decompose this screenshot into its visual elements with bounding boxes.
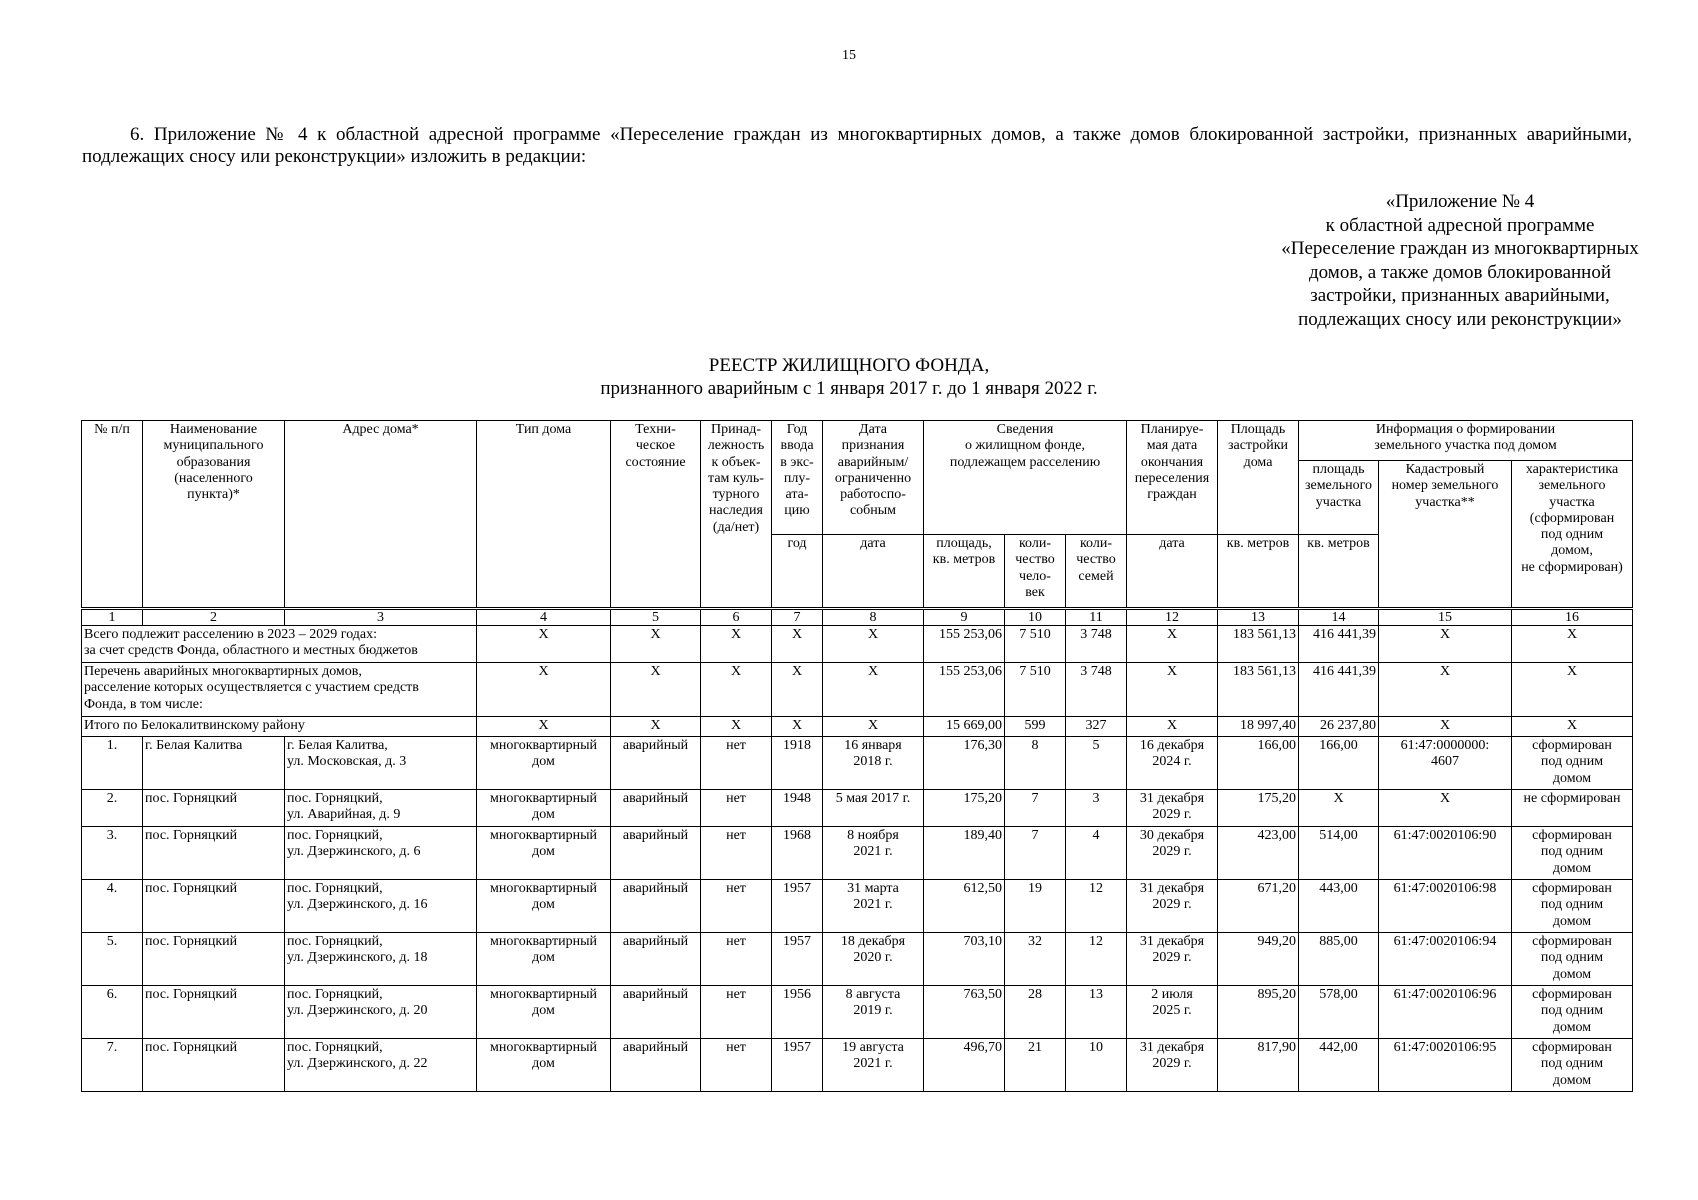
table-row (82, 986, 1633, 1039)
summary-cell: X (772, 717, 823, 737)
page-number: 15 (842, 48, 856, 63)
land-area: 443,00 (1299, 880, 1379, 933)
row-number: 5. (82, 933, 143, 986)
year: 1957 (772, 933, 823, 986)
build-area: 175,20 (1218, 790, 1299, 827)
header-cadastral: Кадастровый номер земельного участка** (1379, 461, 1512, 609)
house-type: многоквартирный дом (477, 737, 611, 790)
summary-cell: 3 748 (1066, 626, 1127, 663)
column-number: 8 (823, 609, 924, 626)
tech-state: аварийный (611, 880, 701, 933)
summary-cell: X (823, 717, 924, 737)
family-count: 3 (1066, 790, 1127, 827)
summary-label: Всего подлежит расселению в 2023 – 2029 годах: за счет средств Фонда, областного и местных бюджетов (82, 626, 477, 663)
registry-title-line1: РЕЕСТР ЖИЛИЩНОГО ФОНДА, (708, 355, 990, 376)
summary-cell: 599 (1005, 717, 1066, 737)
summary-cell: X (1512, 717, 1633, 737)
summary-cell: X (611, 717, 701, 737)
build-area: 423,00 (1218, 827, 1299, 880)
summary-cell: 15 669,00 (924, 717, 1005, 737)
header-housing-info: Сведения о жилищном фонде, подлежащем расселению (924, 421, 1127, 535)
summary-cell: X (611, 626, 701, 663)
area: 496,70 (924, 1039, 1005, 1092)
summary-cell: X (1379, 717, 1512, 737)
municipality: пос. Горняцкий (143, 790, 285, 827)
summary-cell: X (701, 717, 772, 737)
land-character: сформирован под одним домом (1512, 827, 1633, 880)
heritage: нет (701, 933, 772, 986)
column-number: 4 (477, 609, 611, 626)
column-number: 3 (285, 609, 477, 626)
summary-cell: X (1512, 626, 1633, 663)
column-number: 12 (1127, 609, 1218, 626)
land-area: 885,00 (1299, 933, 1379, 986)
summary-label: Итого по Белокалитвинскому району (82, 717, 477, 737)
summary-cell: X (477, 626, 611, 663)
summary-cell: X (1127, 626, 1218, 663)
column-number: 1 (82, 609, 143, 626)
people-count: 28 (1005, 986, 1066, 1039)
year: 1957 (772, 880, 823, 933)
heritage: нет (701, 986, 772, 1039)
subheader-planned-date: дата (1127, 535, 1218, 609)
column-number: 9 (924, 609, 1005, 626)
column-number: 14 (1299, 609, 1379, 626)
area: 763,50 (924, 986, 1005, 1039)
summary-cell: X (823, 663, 924, 717)
tech-state: аварийный (611, 737, 701, 790)
municipality: пос. Горняцкий (143, 933, 285, 986)
registry-title-line2: признанного аварийным с 1 января 2017 г. до 1 января 2022 г. (600, 378, 1098, 399)
family-count: 13 (1066, 986, 1127, 1039)
house-type: многоквартирный дом (477, 790, 611, 827)
column-number: 13 (1218, 609, 1299, 626)
summary-cell: 155 253,06 (924, 663, 1005, 717)
recognition-date: 16 января 2018 г. (823, 737, 924, 790)
subheader-year: год (772, 535, 823, 609)
summary-cell: 416 441,39 (1299, 663, 1379, 717)
column-number: 10 (1005, 609, 1066, 626)
row-number: 4. (82, 880, 143, 933)
address: г. Белая Калитва, ул. Московская, д. 3 (285, 737, 477, 790)
header-year: Год ввода в экс- плу- ата- цию (772, 421, 823, 535)
municipality: г. Белая Калитва (143, 737, 285, 790)
build-area: 817,90 (1218, 1039, 1299, 1092)
tech-state: аварийный (611, 827, 701, 880)
summary-cell: X (772, 663, 823, 717)
column-numbers-row (82, 609, 1633, 626)
column-number: 15 (1379, 609, 1512, 626)
subheader-build-area: кв. метров (1218, 535, 1299, 609)
recognition-date: 8 ноября 2021 г. (823, 827, 924, 880)
summary-cell: X (1512, 663, 1633, 717)
summary-row (82, 717, 1633, 737)
people-count: 19 (1005, 880, 1066, 933)
family-count: 12 (1066, 933, 1127, 986)
table-row (82, 933, 1633, 986)
land-area: X (1299, 790, 1379, 827)
year: 1948 (772, 790, 823, 827)
people-count: 7 (1005, 790, 1066, 827)
planned-date: 31 декабря 2029 г. (1127, 880, 1218, 933)
land-character: сформирован под одним домом (1512, 880, 1633, 933)
subheader-area: площадь, кв. метров (924, 535, 1005, 609)
house-type: многоквартирный дом (477, 827, 611, 880)
year: 1918 (772, 737, 823, 790)
area: 612,50 (924, 880, 1005, 933)
header-address: Адрес дома* (285, 421, 477, 609)
people-count: 32 (1005, 933, 1066, 986)
recognition-date: 18 декабря 2020 г. (823, 933, 924, 986)
appendix-header: «Приложение № 4 к областной адресной программе «Переселение граждан из многоквартирных домов, а также домов блокированной застройки, признанных аварийными, подлежащих сносу или реконструкции» (1281, 191, 1639, 330)
family-count: 12 (1066, 880, 1127, 933)
land-character: сформирован под одним домом (1512, 933, 1633, 986)
column-number: 11 (1066, 609, 1127, 626)
subheader-families: коли- чество семей (1066, 535, 1127, 609)
summary-row (82, 663, 1633, 717)
summary-cell: X (1379, 626, 1512, 663)
recognition-date: 5 мая 2017 г. (823, 790, 924, 827)
table-row (82, 827, 1633, 880)
summary-cell: X (477, 717, 611, 737)
summary-cell: 26 237,80 (1299, 717, 1379, 737)
summary-cell: X (823, 626, 924, 663)
tech-state: аварийный (611, 933, 701, 986)
column-number: 2 (143, 609, 285, 626)
area: 176,30 (924, 737, 1005, 790)
subheader-land-area: кв. метров (1299, 535, 1379, 609)
header-land-info: Информация о формировании земельного участка под домом (1299, 421, 1633, 461)
land-character: сформирован под одним домом (1512, 737, 1633, 790)
build-area: 895,20 (1218, 986, 1299, 1039)
header-tech-state: Техни- ческое состояние (611, 421, 701, 609)
people-count: 7 (1005, 827, 1066, 880)
planned-date: 31 декабря 2029 г. (1127, 933, 1218, 986)
tech-state: аварийный (611, 986, 701, 1039)
heritage: нет (701, 790, 772, 827)
recognition-date: 8 августа 2019 г. (823, 986, 924, 1039)
people-count: 8 (1005, 737, 1066, 790)
header-planned-date: Планируе- мая дата окончания переселения граждан (1127, 421, 1218, 535)
municipality: пос. Горняцкий (143, 827, 285, 880)
summary-cell: 183 561,13 (1218, 626, 1299, 663)
year: 1957 (772, 1039, 823, 1092)
municipality: пос. Горняцкий (143, 986, 285, 1039)
summary-cell: 183 561,13 (1218, 663, 1299, 717)
family-count: 5 (1066, 737, 1127, 790)
summary-cell: X (701, 626, 772, 663)
municipality: пос. Горняцкий (143, 1039, 285, 1092)
header-municipality: Наименование муниципального образования (населенного пункта)* (143, 421, 285, 609)
year: 1956 (772, 986, 823, 1039)
area: 175,20 (924, 790, 1005, 827)
column-number: 6 (701, 609, 772, 626)
intro-paragraph: 6. Приложение № 4 к областной адресной программе «Переселение граждан из многоквартирных домов, а также домов блокированной застройки, признанных аварийными, подлежащих сносу или реконструкции» изложить в редакции: (82, 124, 1632, 167)
header-heritage: Принад- лежность к объек- там куль- турного наследия (да/нет) (701, 421, 772, 609)
header-land-area: площадь земельного участка (1299, 461, 1379, 535)
address: пос. Горняцкий, ул. Дзержинского, д. 18 (285, 933, 477, 986)
table-row (82, 737, 1633, 790)
registry-title (0, 354, 1698, 400)
summary-cell: X (477, 663, 611, 717)
address: пос. Горняцкий, ул. Аварийная, д. 9 (285, 790, 477, 827)
summary-cell: 416 441,39 (1299, 626, 1379, 663)
heritage: нет (701, 827, 772, 880)
row-number: 1. (82, 737, 143, 790)
header-land-character: характеристика земельного участка (сформирован под одним домом, не сформирован) (1512, 461, 1633, 609)
cadastral-number: 61:47:0020106:90 (1379, 827, 1512, 880)
summary-row (82, 626, 1633, 663)
municipality: пос. Горняцкий (143, 880, 285, 933)
row-number: 3. (82, 827, 143, 880)
build-area: 166,00 (1218, 737, 1299, 790)
heritage: нет (701, 1039, 772, 1092)
table-row (82, 1039, 1633, 1092)
header-house-type: Тип дома (477, 421, 611, 609)
area: 703,10 (924, 933, 1005, 986)
area: 189,40 (924, 827, 1005, 880)
house-type: многоквартирный дом (477, 986, 611, 1039)
tech-state: аварийный (611, 1039, 701, 1092)
land-character: сформирован под одним домом (1512, 1039, 1633, 1092)
house-type: многоквартирный дом (477, 933, 611, 986)
cadastral-number: 61:47:0000000: 4607 (1379, 737, 1512, 790)
header-num: № п/п (82, 421, 143, 609)
subheader-date: дата (823, 535, 924, 609)
planned-date: 31 декабря 2029 г. (1127, 790, 1218, 827)
row-number: 7. (82, 1039, 143, 1092)
address: пос. Горняцкий, ул. Дзержинского, д. 22 (285, 1039, 477, 1092)
summary-cell: 327 (1066, 717, 1127, 737)
summary-cell: 3 748 (1066, 663, 1127, 717)
summary-cell: X (1127, 717, 1218, 737)
row-number: 2. (82, 790, 143, 827)
summary-cell: X (1127, 663, 1218, 717)
year: 1968 (772, 827, 823, 880)
house-type: многоквартирный дом (477, 1039, 611, 1092)
land-area: 166,00 (1299, 737, 1379, 790)
planned-date: 30 декабря 2029 г. (1127, 827, 1218, 880)
registry-table (81, 420, 1633, 1092)
summary-cell: 155 253,06 (924, 626, 1005, 663)
land-area: 578,00 (1299, 986, 1379, 1039)
planned-date: 16 декабря 2024 г. (1127, 737, 1218, 790)
address: пос. Горняцкий, ул. Дзержинского, д. 6 (285, 827, 477, 880)
cadastral-number: 61:47:0020106:96 (1379, 986, 1512, 1039)
planned-date: 31 декабря 2029 г. (1127, 1039, 1218, 1092)
land-area: 514,00 (1299, 827, 1379, 880)
family-count: 10 (1066, 1039, 1127, 1092)
address: пос. Горняцкий, ул. Дзержинского, д. 20 (285, 986, 477, 1039)
heritage: нет (701, 737, 772, 790)
table-row (82, 880, 1633, 933)
build-area: 949,20 (1218, 933, 1299, 986)
land-area: 442,00 (1299, 1039, 1379, 1092)
house-type: многоквартирный дом (477, 880, 611, 933)
header-recognition-date: Дата признания аварийным/ ограниченно работоспо- собным (823, 421, 924, 535)
people-count: 21 (1005, 1039, 1066, 1092)
cadastral-number: 61:47:0020106:98 (1379, 880, 1512, 933)
planned-date: 2 июля 2025 г. (1127, 986, 1218, 1039)
subheader-people: коли- чество чело- век (1005, 535, 1066, 609)
recognition-date: 19 августа 2021 г. (823, 1039, 924, 1092)
build-area: 671,20 (1218, 880, 1299, 933)
row-number: 6. (82, 986, 143, 1039)
recognition-date: 31 марта 2021 г. (823, 880, 924, 933)
cadastral-number: 61:47:0020106:94 (1379, 933, 1512, 986)
summary-cell: 7 510 (1005, 663, 1066, 717)
land-character: сформирован под одним домом (1512, 986, 1633, 1039)
summary-cell: X (701, 663, 772, 717)
cadastral-number: X (1379, 790, 1512, 827)
column-number: 5 (611, 609, 701, 626)
column-number: 7 (772, 609, 823, 626)
cadastral-number: 61:47:0020106:95 (1379, 1039, 1512, 1092)
header-build-area: Площадь застройки дома (1218, 421, 1299, 535)
heritage: нет (701, 880, 772, 933)
summary-cell: X (1379, 663, 1512, 717)
family-count: 4 (1066, 827, 1127, 880)
summary-cell: X (772, 626, 823, 663)
tech-state: аварийный (611, 790, 701, 827)
summary-label: Перечень аварийных многоквартирных домов, расселение которых осуществляется с участием средств Фонда, в том числе: (82, 663, 477, 717)
table-row (82, 790, 1633, 827)
summary-cell: 18 997,40 (1218, 717, 1299, 737)
address: пос. Горняцкий, ул. Дзержинского, д. 16 (285, 880, 477, 933)
column-number: 16 (1512, 609, 1633, 626)
summary-cell: X (611, 663, 701, 717)
land-character: не сформирован (1512, 790, 1633, 827)
summary-cell: 7 510 (1005, 626, 1066, 663)
